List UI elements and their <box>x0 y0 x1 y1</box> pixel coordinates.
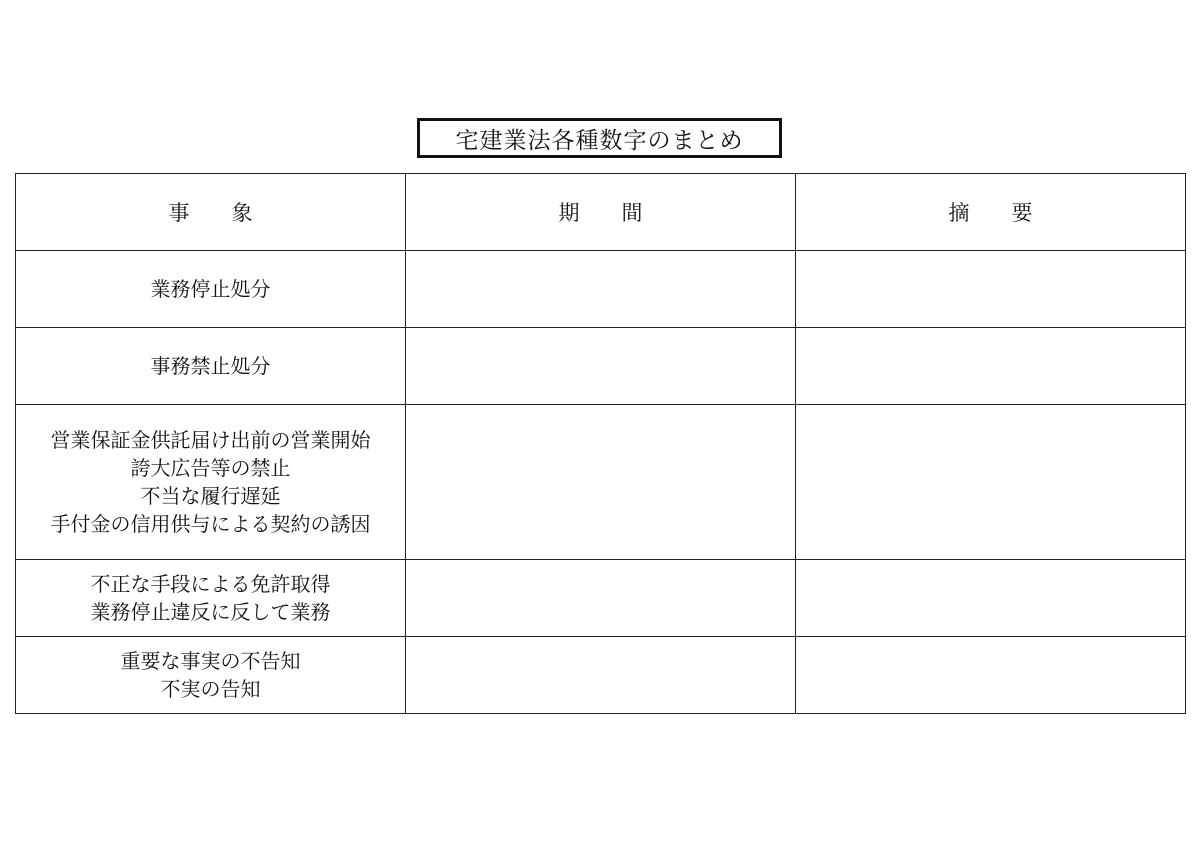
header-event: 事 象 <box>16 174 406 251</box>
event-line: 営業保証金供託届け出前の営業開始 <box>50 428 371 452</box>
event-cell <box>16 637 406 714</box>
event-line: 不実の告知 <box>160 677 261 701</box>
summary-table <box>15 173 1186 714</box>
event-cell <box>16 560 406 637</box>
note-cell <box>796 405 1186 560</box>
period-cell <box>406 405 796 560</box>
table-header-row <box>16 174 1186 251</box>
header-period: 期 間 <box>406 174 796 251</box>
table-row <box>16 405 1186 560</box>
table-row <box>16 251 1186 328</box>
period-cell <box>406 637 796 714</box>
event-line: 不正な手段による免許取得 <box>90 572 331 596</box>
event-line: 重要な事実の不告知 <box>120 649 301 673</box>
event-line: 事務禁止処分 <box>150 354 271 378</box>
event-cell <box>16 328 406 405</box>
note-cell <box>796 560 1186 637</box>
table-row <box>16 328 1186 405</box>
period-cell <box>406 251 796 328</box>
event-cell <box>16 405 406 560</box>
note-cell <box>796 328 1186 405</box>
note-cell <box>796 637 1186 714</box>
note-cell <box>796 251 1186 328</box>
event-line: 業務停止処分 <box>150 277 271 301</box>
event-line: 誇大広告等の禁止 <box>130 456 291 480</box>
table-row <box>16 560 1186 637</box>
event-cell <box>16 251 406 328</box>
event-line: 不当な履行遅延 <box>140 484 281 508</box>
header-note: 摘 要 <box>796 174 1186 251</box>
period-cell <box>406 560 796 637</box>
event-line: 業務停止違反に反して業務 <box>90 600 331 624</box>
event-line: 手付金の信用供与による契約の誘因 <box>50 512 371 536</box>
period-cell <box>406 328 796 405</box>
document-title-text: 宅建業法各種数字のまとめ <box>455 127 744 154</box>
document-title <box>417 118 782 158</box>
table-row <box>16 637 1186 714</box>
